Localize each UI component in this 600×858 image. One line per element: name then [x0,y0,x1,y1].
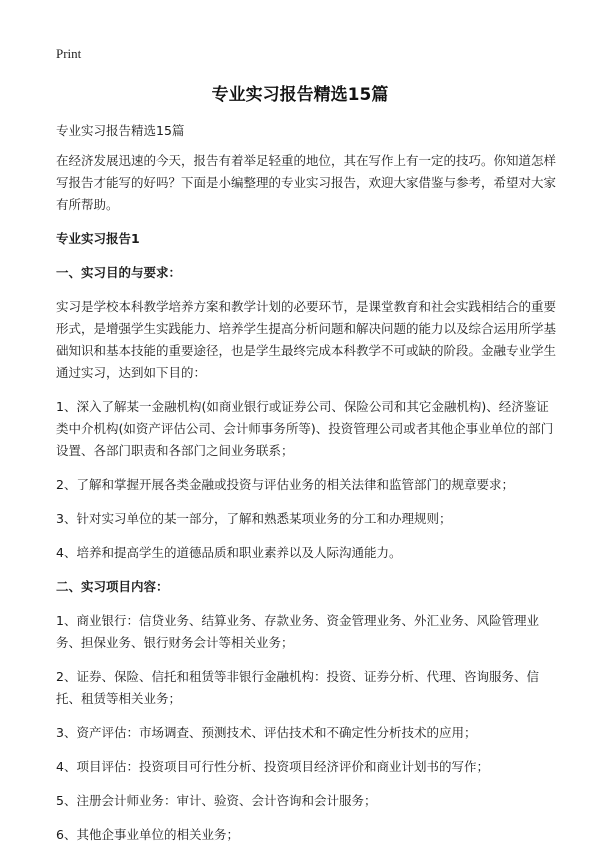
document-subtitle: 专业实习报告精选15篇 [56,123,185,138]
list-item: 2、了解和掌握开展各类金融或投资与评估业务的相关法律和监管部门的规章要求； [56,477,514,492]
list-item: 4、培养和提高学生的道德品质和职业素养以及人际沟通能力。 [56,545,402,560]
list-item: 4、项目评估：投资项目可行性分析、投资项目经济评价和商业计划书的写作； [56,759,489,774]
list-item: 6、其他企事业单位的相关业务； [56,827,239,842]
list-item: 2、证券、保险、信托和租赁等非银行金融机构：投资、证券分析、代理、咨询服务、信托、租赁等相关业务； [56,669,539,706]
page-title: 专业实习报告精选15篇 [211,85,389,105]
section-heading-content: 二、实习项目内容： [56,579,169,594]
list-item: 3、资产评估：市场调查、预测技术、评估技术和不确定性分析技术的应用； [56,725,477,740]
report-heading: 专业实习报告1 [56,231,140,246]
goals-paragraph: 实习是学校本科教学培养方案和教学计划的必要环节，是课堂教育和社会实践相结合的重要形式，是增强学生实践能力、培养学生提高分析问题和解决问题的能力以及综合运用所学基础知识和基本技能的重要途径，也是学生最终完成本科教学不可或缺的阶段。金融专业学生通过实习，达到如下目的： [56,299,557,380]
list-item: 1、深入了解某一金融机构(如商业银行或证券公司、保险公司和其它金融机构)、经济鉴证类中介机构(如资产评估公司、会计师事务所等)、投资管理公司或者其他企事业单位的部门设置、各部门职责和各部门之间业务联系； [56,399,554,458]
list-item: 5、注册会计师业务：审计、验资、会计咨询和会计服务； [56,793,377,808]
document-body [56,120,556,858]
intro-paragraph: 在经济发展迅速的今天，报告有着举足轻重的地位，其在写作上有一定的技巧。你知道怎样写报告才能写的好吗？下面是小编整理的专业实习报告，欢迎大家借鉴与参考，希望对大家有所帮助。 [56,153,557,212]
list-item: 1、商业银行：信贷业务、结算业务、存款业务、资金管理业务、外汇业务、风险管理业务、担保业务、银行财务会计等相关业务； [56,613,539,650]
section-heading-goals: 一、实习目的与要求： [56,265,182,280]
print-link[interactable]: Print [56,46,82,61]
list-item: 3、针对实习单位的某一部分，了解和熟悉某项业务的分工和办理规则； [56,511,452,526]
